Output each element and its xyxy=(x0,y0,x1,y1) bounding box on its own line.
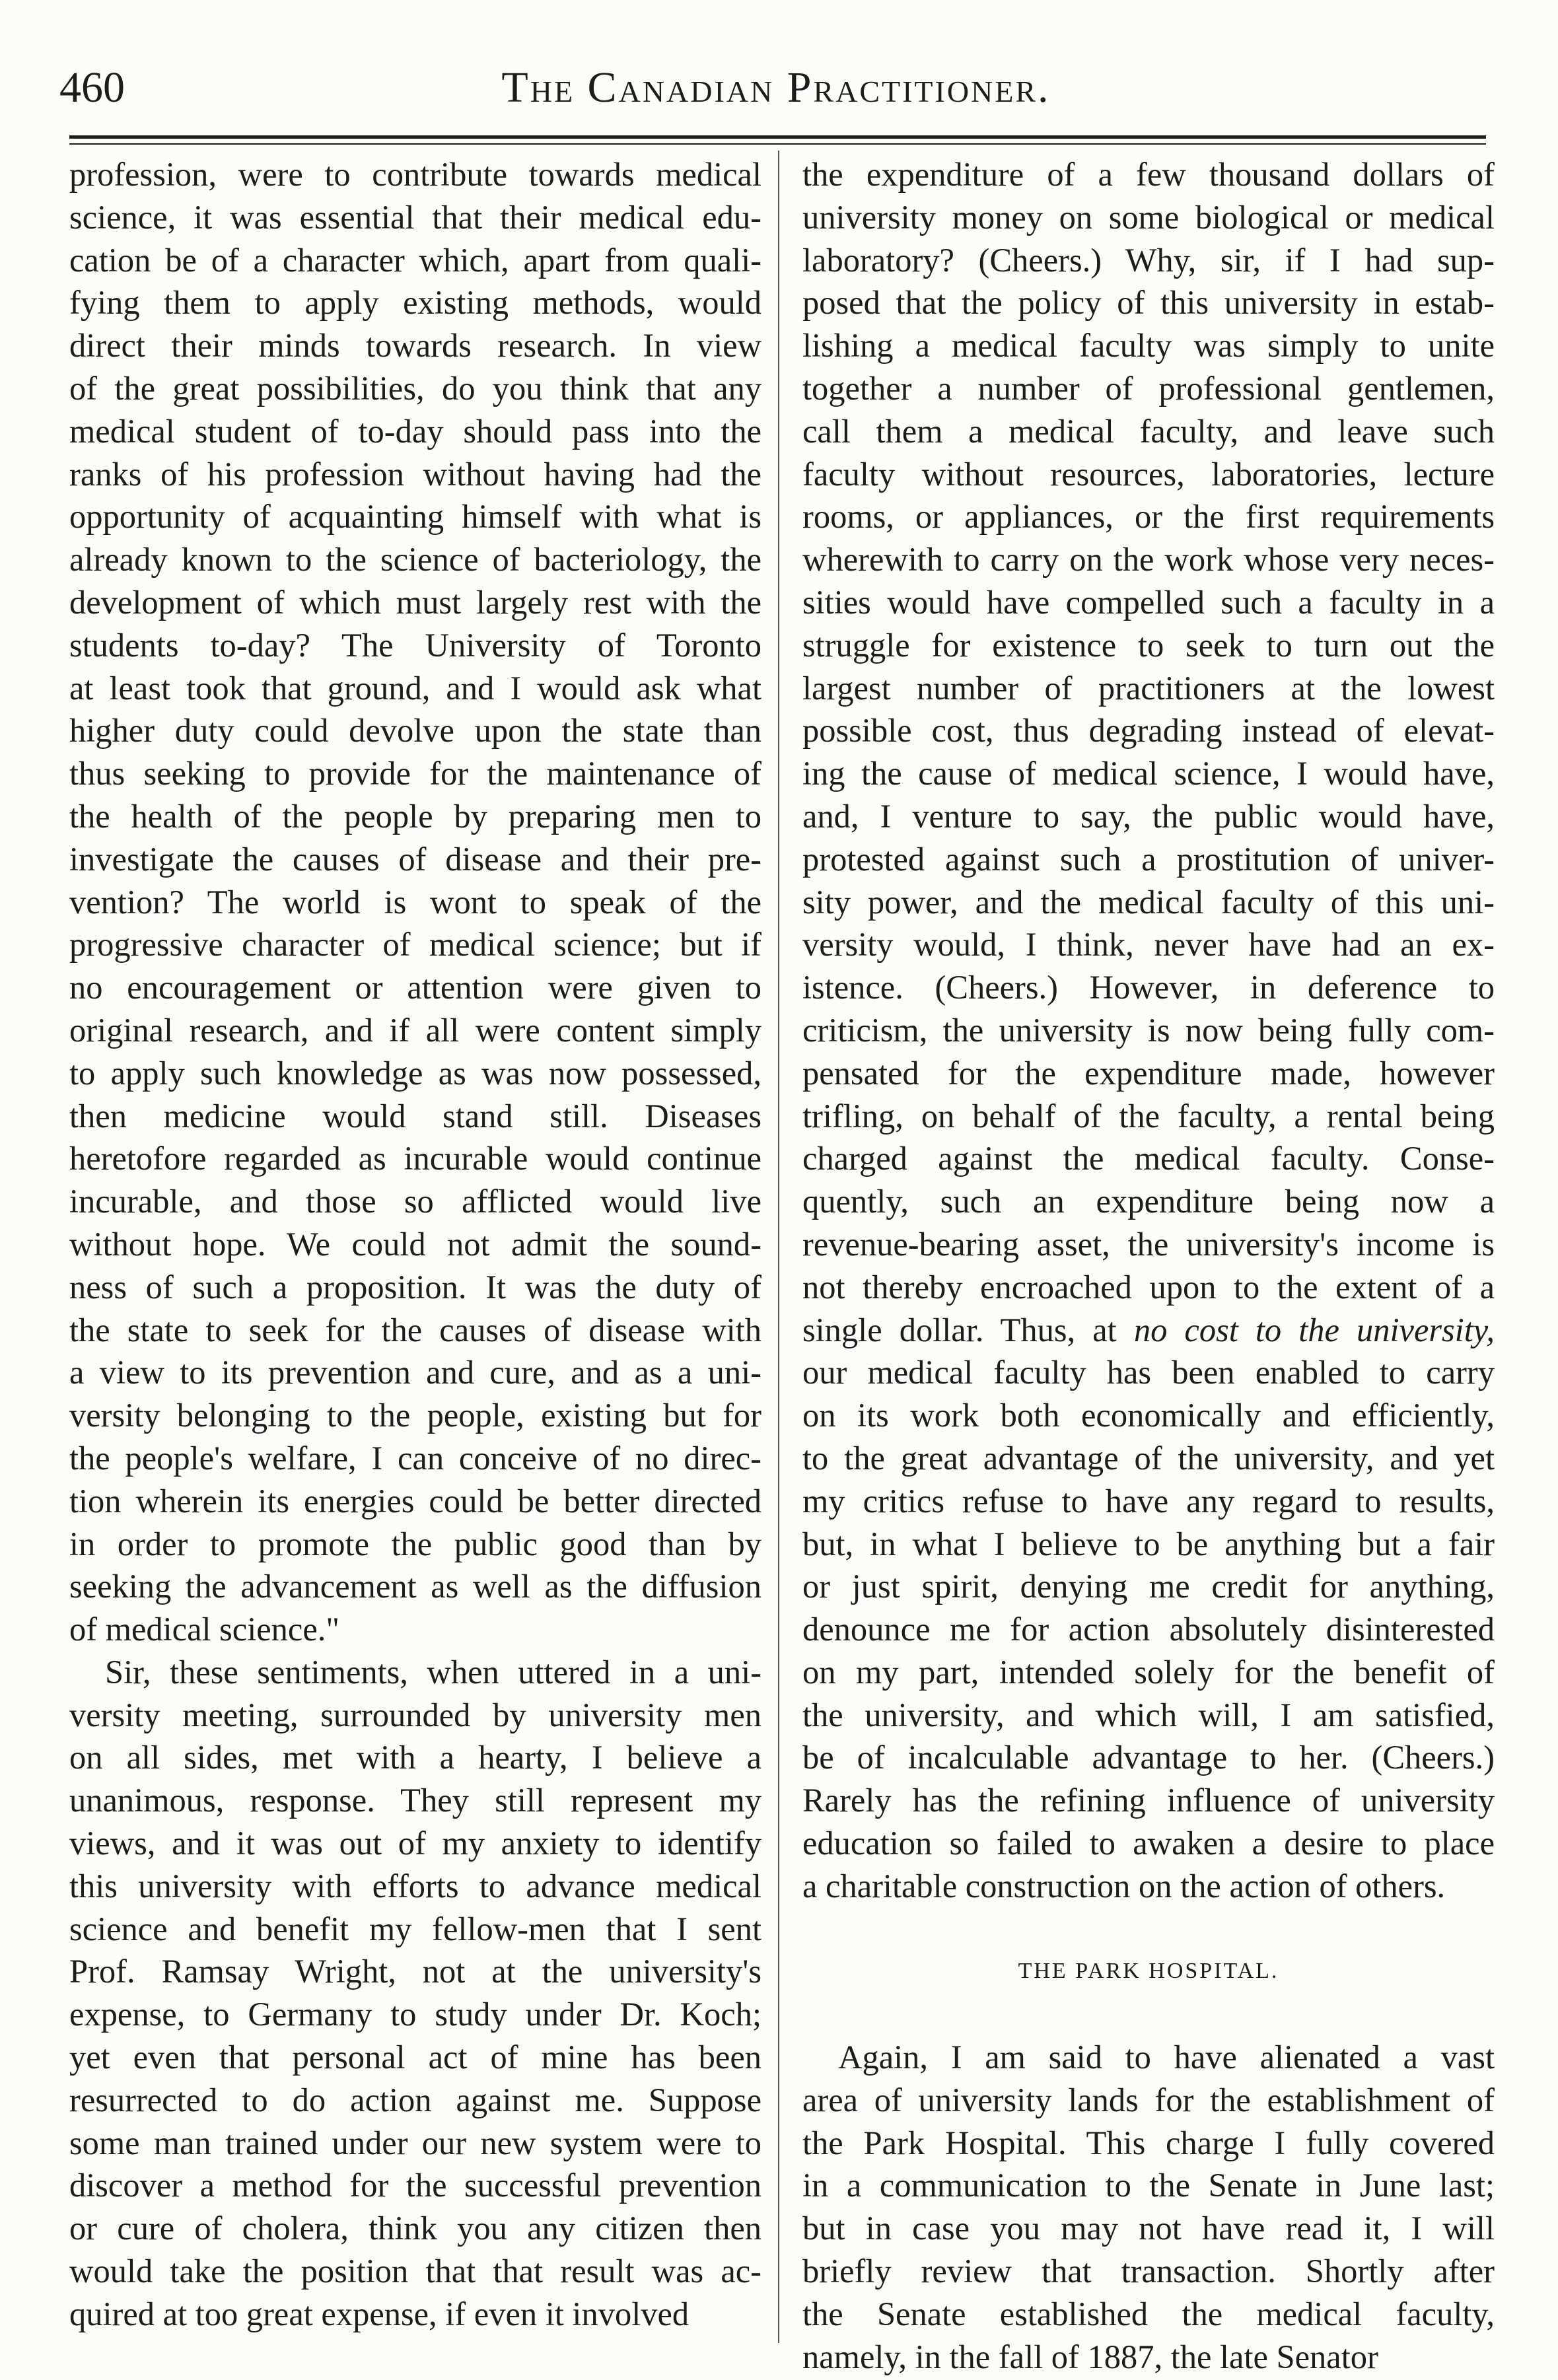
body-text-line: investigate the causes of disease and their pre- xyxy=(69,840,761,878)
body-text-line: direct their minds towards research. In view xyxy=(69,327,761,365)
body-text-line: criticism, the university is now being fully com- xyxy=(802,1011,1495,1049)
left-column xyxy=(69,153,761,2336)
body-text-line: resurrected to do action against me. Suppose xyxy=(69,2081,761,2118)
body-text-line: ing the cause of medical science, I would have, xyxy=(802,755,1495,792)
body-text-line: lishing a medical faculty was simply to unite xyxy=(802,327,1495,365)
body-text-line: protested against such a prostitution of univer- xyxy=(802,840,1495,878)
body-text-line: thus seeking to provide for the maintenance of xyxy=(69,755,761,792)
body-text-line: not thereby encroached upon to the extent of a xyxy=(802,1268,1495,1306)
body-text-line: progressive character of medical science; but if xyxy=(69,926,761,963)
body-text-line: expense, to Germany to study under Dr. Koch; xyxy=(69,1996,761,2033)
body-text-line: in a communication to the Senate in June last; xyxy=(802,2167,1495,2204)
heading-spacer xyxy=(802,1993,1495,2036)
body-text-line: discover a method for the successful prevention xyxy=(69,2167,761,2204)
body-text-line: of medical science." xyxy=(69,1611,339,1648)
section-heading: THE PARK HOSPITAL. xyxy=(1018,1959,1279,1984)
body-text-line: our medical faculty has been enabled to carry xyxy=(802,1354,1495,1391)
body-text-line: no encouragement or attention were given to xyxy=(69,969,761,1006)
body-text-line: call them a medical faculty, and leave such xyxy=(802,412,1495,450)
body-text-line: Sir, these sentiments, when uttered in a uni- xyxy=(105,1653,761,1691)
body-text-line: vention? The world is wont to speak of the xyxy=(69,883,761,921)
body-text-line: Again, I am said to have alienated a vast xyxy=(838,2039,1495,2076)
body-text-line: without hope. We could not admit the sound- xyxy=(69,1225,761,1263)
body-text-line: students to-day? The University of Toronto xyxy=(69,626,761,664)
right-column xyxy=(802,153,1495,2378)
body-text-line: already known to the science of bacteriology, the xyxy=(69,541,761,578)
body-text-line: to apply such knowledge as was now possessed, xyxy=(69,1054,761,1092)
body-text-line: or just spirit, denying me credit for anything, xyxy=(802,1568,1495,1605)
body-text-line: but, in what I believe to be anything but a fair xyxy=(802,1525,1495,1562)
body-text-line: versity would, I think, never have had an ex- xyxy=(802,926,1495,963)
body-text-line: quired at too great expense, if even it involved xyxy=(69,2295,690,2332)
body-text-line: revenue-bearing asset, the university's income is xyxy=(802,1225,1495,1263)
page-number: 460 xyxy=(59,63,125,112)
body-text-line: the people's welfare, I can conceive of no direc- xyxy=(69,1439,761,1477)
body-text-line: education so failed to awaken a desire to place xyxy=(802,1825,1495,1862)
body-text-line: incurable, and those so afflicted would live xyxy=(69,1183,761,1220)
body-text-line: versity belonging to the people, existing but for xyxy=(69,1397,761,1434)
body-text-line: briefly review that transaction. Shortly after xyxy=(802,2253,1495,2290)
heading-spacer xyxy=(802,1908,1495,1951)
body-text-line: profession, were to contribute towards medical xyxy=(69,156,761,193)
page-header xyxy=(59,63,1493,142)
body-text-line: in order to promote the public good than by xyxy=(69,1525,761,1562)
body-text-line: then medicine would stand still. Diseases xyxy=(69,1097,761,1135)
body-text-line: on its work both economically and efficiently, xyxy=(802,1397,1495,1434)
body-text-line: original research, and if all were content simply xyxy=(69,1011,761,1049)
body-text-line: single dollar. Thus, at no cost to the university, xyxy=(802,1311,1495,1348)
body-text-line: of the great possibilities, do you think that any xyxy=(69,369,761,407)
body-text-line: seeking the advancement as well as the diffusion xyxy=(69,1568,761,1605)
body-text-line: versity meeting, surrounded by university men xyxy=(69,1696,761,1733)
header-rule-thick xyxy=(69,135,1486,139)
body-text-line: wherewith to carry on the work whose very neces- xyxy=(802,541,1495,578)
body-text-line: charged against the medical faculty. Conse- xyxy=(802,1140,1495,1177)
body-text-line: my critics refuse to have any regard to results, xyxy=(802,1482,1495,1520)
body-text-line: pensated for the expenditure made, however xyxy=(802,1054,1495,1092)
body-text-line: the university, and which will, I am satisfied, xyxy=(802,1696,1495,1733)
header-rule-thin xyxy=(69,143,1486,145)
body-text-line: on my part, intended solely for the benefit of xyxy=(802,1653,1495,1691)
body-text-line: ness of such a proposition. It was the duty of xyxy=(69,1268,761,1306)
body-text-line: development of which must largely rest with the xyxy=(69,583,761,621)
body-text-line: area of university lands for the establishment of xyxy=(802,2081,1495,2118)
body-text-line: rooms, or appliances, or the first requirements xyxy=(802,498,1495,536)
body-text-line: struggle for existence to seek to turn out the xyxy=(802,626,1495,664)
body-text-line: the Senate established the medical faculty, xyxy=(802,2295,1495,2332)
body-text-line: the Park Hospital. This charge I fully covered xyxy=(802,2124,1495,2161)
body-text-line: a charitable construction on the action of others. xyxy=(802,1867,1446,1905)
body-text-line: science, it was essential that their medical edu- xyxy=(69,198,761,236)
body-text-line: Rarely has the refining influence of university xyxy=(802,1782,1495,1819)
body-text-line: sity power, and the medical faculty of this uni- xyxy=(802,883,1495,921)
running-title: The Canadian Practitioner. xyxy=(501,63,1051,112)
body-text-line: denounce me for action absolutely disinterested xyxy=(802,1611,1495,1648)
column-divider xyxy=(778,151,779,2343)
body-text-line: quently, such an expenditure being now a xyxy=(802,1183,1495,1220)
body-text-line: heretofore regarded as incurable would continue xyxy=(69,1140,761,1177)
body-text-line: namely, in the fall of 1887, the late Senator xyxy=(802,2338,1378,2375)
body-text-line: would take the position that that result was ac- xyxy=(69,2253,761,2290)
body-text-line: together a number of professional gentlemen, xyxy=(802,369,1495,407)
body-text-line: laboratory? (Cheers.) Why, sir, if I had sup- xyxy=(802,241,1495,279)
body-text-line: at least took that ground, and I would ask what xyxy=(69,669,761,707)
body-text-line: and, I venture to say, the public would have, xyxy=(802,797,1495,835)
body-text-line: tion wherein its energies could be better directed xyxy=(69,1482,761,1520)
body-text-line: this university with efforts to advance medical xyxy=(69,1867,761,1905)
body-text-line: the health of the people by preparing men to xyxy=(69,797,761,835)
body-text-line: or cure of cholera, think you any citizen then xyxy=(69,2210,761,2247)
body-text-line: posed that the policy of this university in estab- xyxy=(802,284,1495,322)
body-text-line: Prof. Ramsay Wright, not at the university's xyxy=(69,1953,761,1990)
body-text-line: cation be of a character which, apart from quali- xyxy=(69,241,761,279)
body-text-line: some man trained under our new system were to xyxy=(69,2124,761,2161)
body-text-line: be of incalculable advantage to her. (Cheers.) xyxy=(802,1739,1495,1776)
body-text-line: to the great advantage of the university, and yet xyxy=(802,1439,1495,1477)
body-text-line: fying them to apply existing methods, would xyxy=(69,284,761,322)
body-text-line: university money on some biological or medical xyxy=(802,198,1495,236)
body-text-line: istence. (Cheers.) However, in deference to xyxy=(802,969,1495,1006)
body-text-line: medical student of to-day should pass into the xyxy=(69,412,761,450)
body-text-line: yet even that personal act of mine has been xyxy=(69,2039,761,2076)
body-text-line: opportunity of acquainting himself with what is xyxy=(69,498,761,536)
body-text-line: a view to its prevention and cure, and as a uni- xyxy=(69,1354,761,1391)
body-text-line: ranks of his profession without having had the xyxy=(69,455,761,493)
body-text-line: sities would have compelled such a faculty in a xyxy=(802,583,1495,621)
italic-emphasis: no cost to the university, xyxy=(1133,1311,1495,1348)
body-text-line: possible cost, thus degrading instead of elevat- xyxy=(802,712,1495,750)
body-text-line: on all sides, met with a hearty, I believe a xyxy=(69,1739,761,1776)
body-text-line: faculty without resources, laboratories, lecture xyxy=(802,455,1495,493)
body-text-line: unanimous, response. They still represent my xyxy=(69,1782,761,1819)
body-text-line: largest number of practitioners at the lowest xyxy=(802,669,1495,707)
body-text-line: science and benefit my fellow-men that I sent xyxy=(69,1910,761,1947)
body-text-line: higher duty could devolve upon the state than xyxy=(69,712,761,750)
body-text-line: but in case you may not have read it, I will xyxy=(802,2210,1495,2247)
body-text-line: the expenditure of a few thousand dollars of xyxy=(802,156,1495,193)
body-text-line: the state to seek for the causes of disease with xyxy=(69,1311,761,1348)
body-text-line: views, and it was out of my anxiety to identify xyxy=(69,1825,761,1862)
body-text-line: trifling, on behalf of the faculty, a rental being xyxy=(802,1097,1495,1135)
